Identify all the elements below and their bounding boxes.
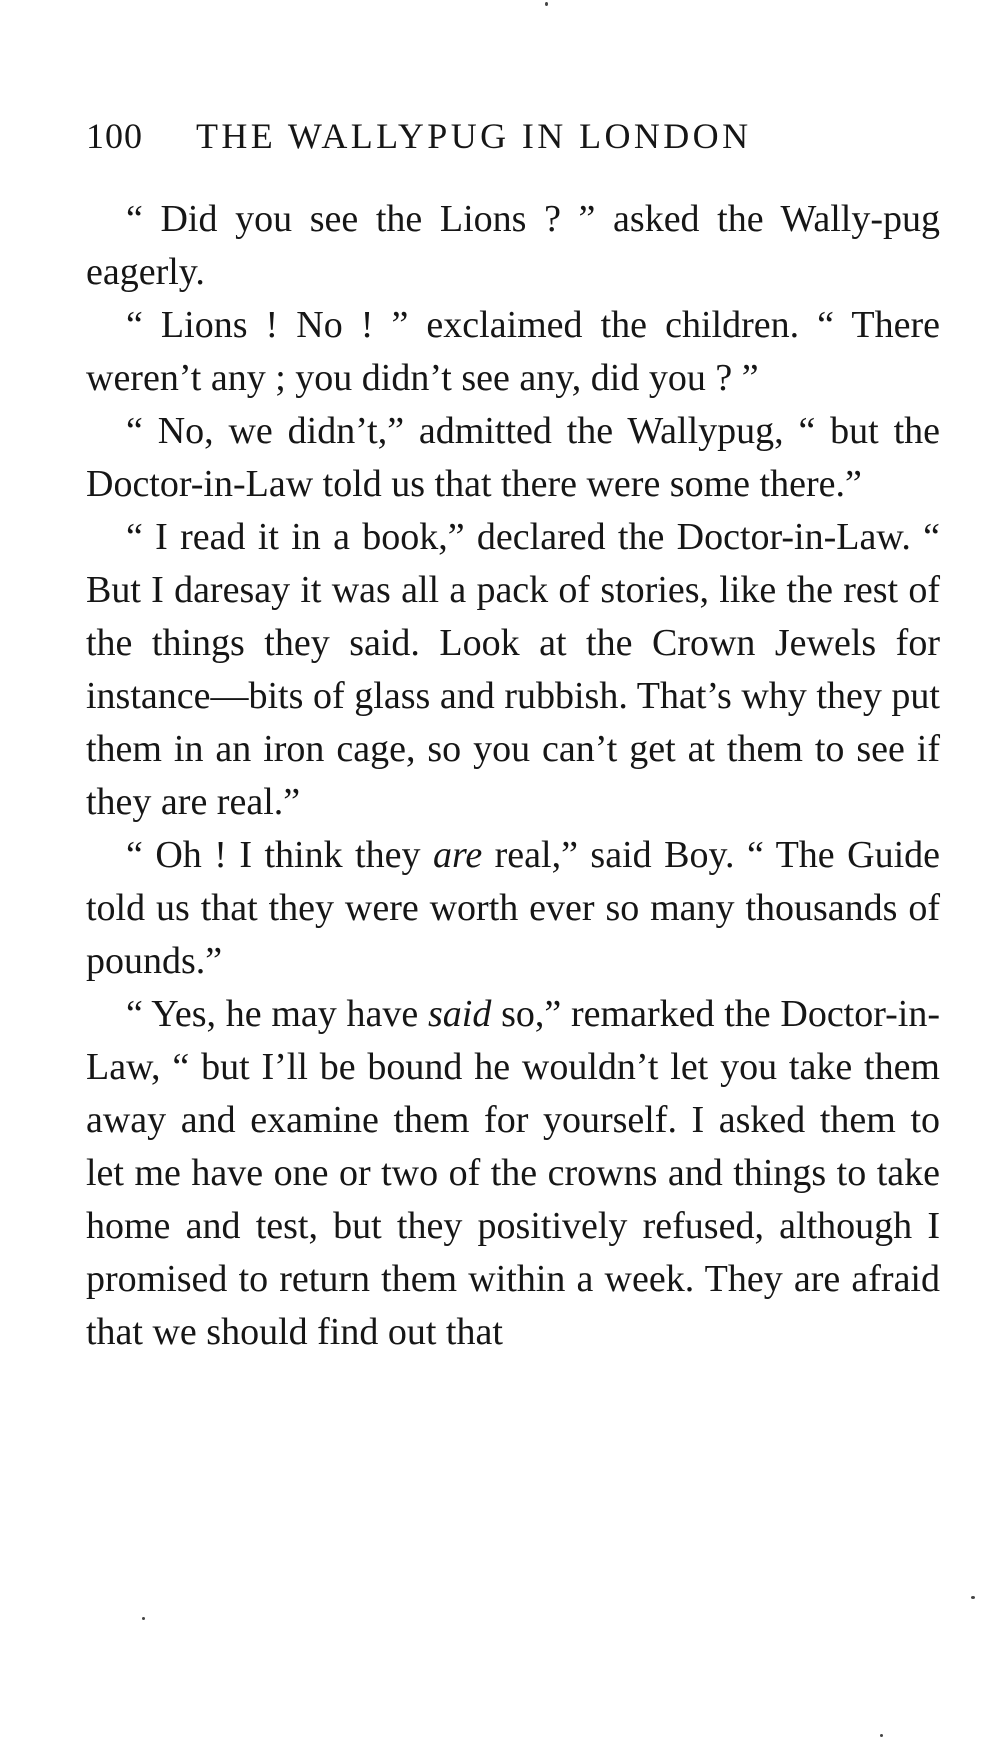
running-title: THE WALLYPUG IN LONDON: [196, 116, 752, 156]
page-header: [86, 112, 946, 160]
paragraph-text: “ Yes, he may have: [126, 993, 428, 1035]
page-number: 100: [86, 116, 143, 156]
paragraph-text: “ I read it in a book,” declared the Doctor-in-Law. “ But I daresay it was all a pack of stories, like the rest of the things they said. Look at the Crown Jewels for instance—bits of glass and rubbish. That’s why they put them in an iron cage, so you can’t get at them to see if they are real.”: [86, 516, 940, 823]
paragraph-text: “ Lions ! No ! ” exclaimed the children. “ There weren’t any ; you didn’t see any, did you ? ”: [86, 304, 940, 399]
scan-speck: [880, 1734, 883, 1737]
paragraph-3: [86, 405, 940, 511]
emphasis-text: said: [428, 993, 492, 1035]
paragraph-text: “ Oh ! I think they: [126, 834, 433, 876]
paragraph-1: [86, 193, 940, 299]
paragraph-6: [86, 988, 940, 1359]
paragraph-text: so,” remarked the Doctor-in-Law, “ but I’ll be bound he wouldn’t let you take them away and examine them for yourself. I asked them to let me have one or two of the crowns and things to take home and test, but they positively refused, although I promised to return them within a week. They are afraid that we should find out that: [86, 993, 941, 1353]
paragraph-text: real,” said Boy. “ The Guide told us that they were worth ever so many thousands of pounds.”: [86, 834, 940, 982]
paragraph-text: “ No, we didn’t,” admitted the Wallypug, “ but the Doctor-in-Law told us that there were some there.”: [86, 410, 940, 505]
paragraph-2: [86, 299, 940, 405]
paragraph-4: [86, 511, 940, 829]
paragraph-5: [86, 829, 940, 988]
body-text: [86, 193, 940, 1359]
scan-speck: [545, 2, 548, 6]
scan-speck: [971, 1596, 975, 1599]
emphasis-text: are: [432, 834, 483, 876]
paragraph-text: “ Did you see the Lions ? ” asked the Wally-pug eagerly.: [86, 198, 940, 293]
scan-speck: [142, 1617, 145, 1620]
